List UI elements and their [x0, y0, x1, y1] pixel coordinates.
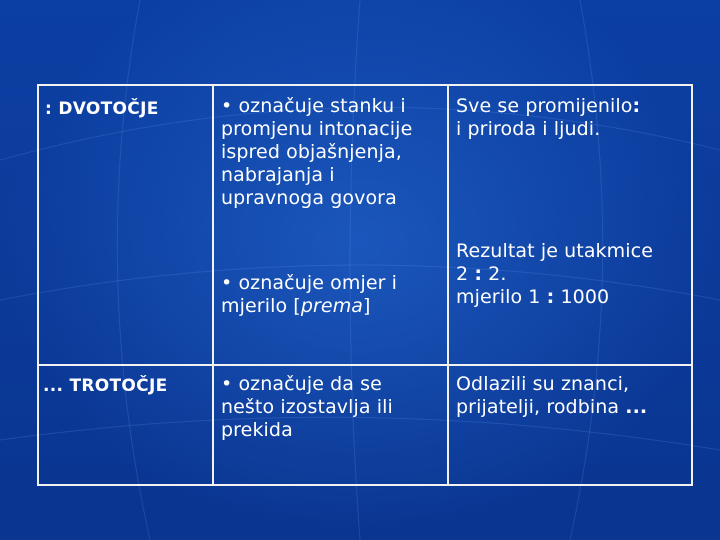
example-text: Sve se promijenilo [456, 95, 633, 117]
table-divider-2 [447, 86, 449, 484]
term-sign: ... [43, 376, 64, 396]
example-line [456, 263, 653, 286]
example-text: 1000 [554, 286, 610, 308]
example-line [456, 95, 640, 118]
punctuation-mark: : [632, 95, 641, 117]
use-pause-intonation [221, 95, 412, 210]
use-text: označuje omjer i [238, 272, 398, 294]
example-line: i priroda i ljudi. [456, 118, 601, 140]
example-text: 2. [482, 263, 507, 285]
use-line: nešto izostavlja ili [221, 396, 393, 418]
example-sentence-3 [456, 373, 647, 419]
use-line [221, 95, 412, 118]
term-dvotocje [45, 98, 159, 121]
example-sentence-2 [456, 240, 653, 309]
table-divider-1 [212, 86, 214, 484]
example-text: mjerilo 1 [456, 286, 547, 308]
bullet: • [221, 373, 233, 395]
use-line: nabrajanja i [221, 164, 335, 186]
example-line: Odlazili su znanci, [456, 373, 630, 395]
term-trotocje [43, 375, 168, 398]
term-name: TROTOČJE [69, 376, 168, 396]
example-line [456, 396, 647, 419]
use-text: označuje da se [238, 373, 382, 395]
example-line [456, 286, 653, 309]
use-ratio-scale [221, 272, 397, 318]
use-line: promjenu intonacije [221, 118, 413, 140]
bullet: • [221, 272, 233, 294]
example-text: prijatelji, rodbina [456, 396, 626, 418]
use-omission [221, 373, 393, 442]
use-text: označuje stanku i [238, 95, 406, 117]
use-italic-text: prema [300, 295, 364, 317]
use-line [221, 373, 393, 396]
use-line [221, 272, 397, 295]
punctuation-mark: ... [625, 396, 648, 418]
example-sentence-1 [456, 95, 640, 141]
term-name: DVOTOČJE [58, 99, 159, 119]
bullet: • [221, 95, 233, 117]
table-row-divider [39, 364, 691, 366]
use-line: prekida [221, 419, 293, 441]
example-text: 2 [456, 263, 475, 285]
use-line: ispred objašnjenja, [221, 141, 402, 163]
example-line: Rezultat je utakmice [456, 240, 653, 262]
use-text: ] [363, 295, 371, 317]
use-text: mjerilo [ [221, 295, 301, 317]
punctuation-mark: : [474, 263, 483, 285]
term-sign: : [45, 99, 53, 119]
use-line [221, 295, 397, 318]
punctuation-table [37, 84, 693, 486]
punctuation-mark: : [546, 286, 555, 308]
use-line: upravnoga govora [221, 187, 397, 209]
